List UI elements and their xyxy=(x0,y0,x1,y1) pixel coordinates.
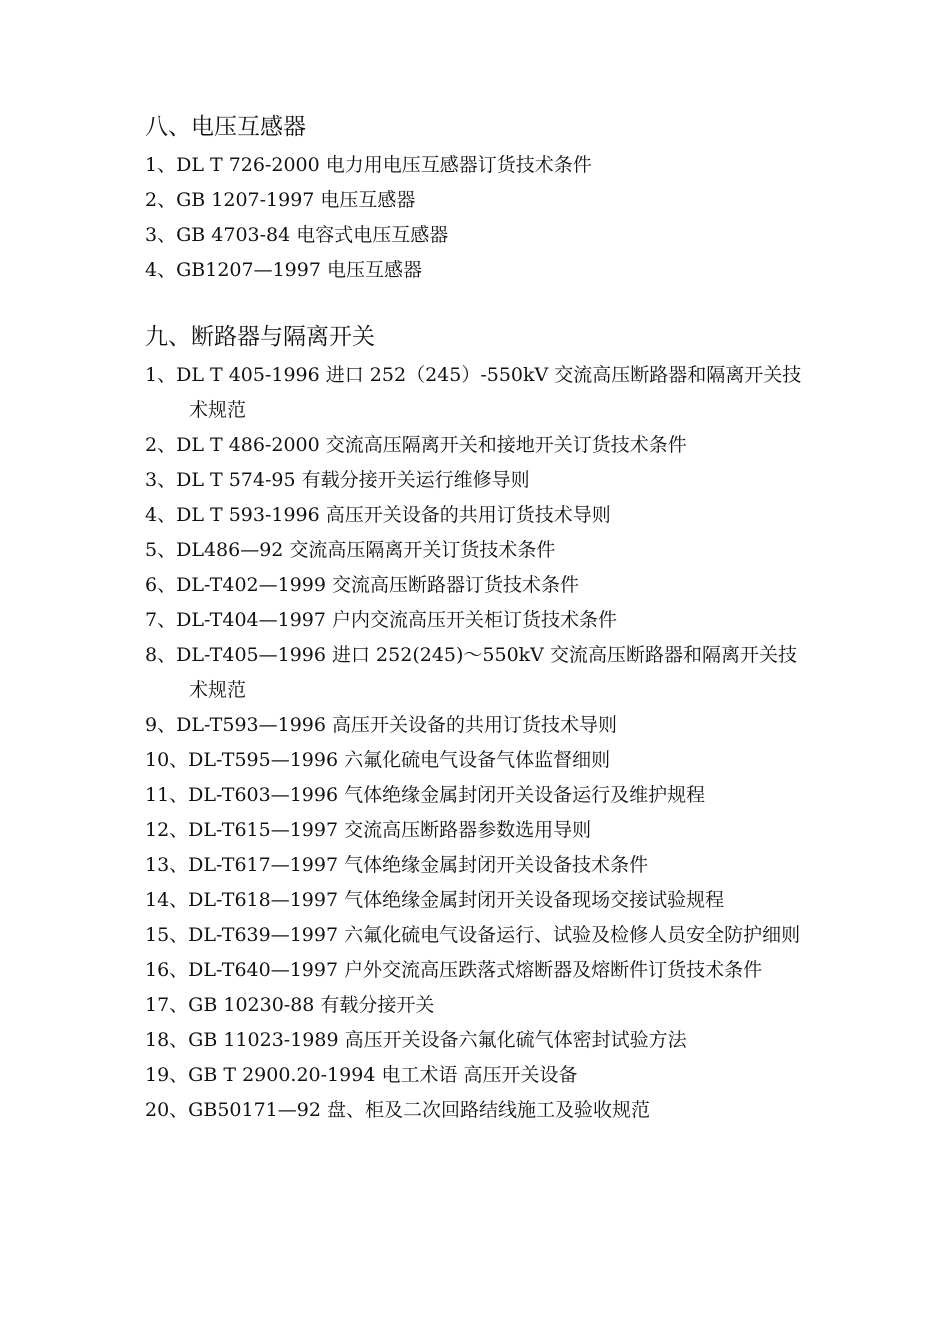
list-item: 2、DL T 486-2000 交流高压隔离开关和接地开关订货技术条件 xyxy=(145,434,687,456)
list-item: 2、GB 1207-1997 电压互感器 xyxy=(145,189,416,211)
list-item: 20、GB50171—92 盘、柜及二次回路结线施工及验收规范 xyxy=(145,1099,650,1121)
list-item: 15、DL-T639—1997 六氟化硫电气设备运行、试验及检修人员安全防护细则 xyxy=(145,924,801,946)
list-item: 6、DL-T402—1999 交流高压断路器订货技术条件 xyxy=(145,574,580,596)
list-item: 14、DL-T618—1997 气体绝缘金属封闭开关设备现场交接试验规程 xyxy=(145,889,725,911)
list-item: 7、DL-T404—1997 户内交流高压开关柜订货技术条件 xyxy=(145,609,618,631)
section-voltage-transformers xyxy=(145,112,815,288)
list-item: 10、DL-T595—1996 六氟化硫电气设备气体监督细则 xyxy=(145,749,611,771)
list-item: 4、DL T 593-1996 高压开关设备的共用订货技术导则 xyxy=(145,504,611,526)
list-item: 3、GB 4703-84 电容式电压互感器 xyxy=(145,224,449,246)
section-heading: 九、断路器与隔离开关 xyxy=(145,324,375,350)
list-item: 16、DL-T640—1997 户外交流高压跌落式熔断器及熔断件订货技术条件 xyxy=(145,959,763,981)
list-item: 9、DL-T593—1996 高压开关设备的共用订货技术导则 xyxy=(145,714,618,736)
list-item: 12、DL-T615—1997 交流高压断路器参数选用导则 xyxy=(145,819,592,841)
list-item: 4、GB1207—1997 电压互感器 xyxy=(145,259,422,281)
list-item: 8、DL-T405—1996 进口 252(245)～550kV 交流高压断路器和隔离开关技术规范 xyxy=(145,644,797,701)
list-item: 17、GB 10230-88 有载分接开关 xyxy=(145,994,435,1016)
list-item: 1、DL T 405-1996 进口 252（245）-550kV 交流高压断路器和隔离开关技术规范 xyxy=(145,364,802,421)
list-item: 19、GB T 2900.20-1994 电工术语 高压开关设备 xyxy=(145,1064,578,1086)
list-item: 18、GB 11023-1989 高压开关设备六氟化硫气体密封试验方法 xyxy=(145,1029,687,1051)
section-breakers-disconnectors xyxy=(145,322,815,1128)
list-item: 1、DL T 726-2000 电力用电压互感器订货技术条件 xyxy=(145,154,592,176)
section-heading: 八、电压互感器 xyxy=(145,114,306,140)
list-item: 3、DL T 574-95 有载分接开关运行维修导则 xyxy=(145,469,530,491)
list-item: 11、DL-T603—1996 气体绝缘金属封闭开关设备运行及维护规程 xyxy=(145,784,706,806)
list-item: 13、DL-T617—1997 气体绝缘金属封闭开关设备技术条件 xyxy=(145,854,649,876)
list-item: 5、DL486—92 交流高压隔离开关订货技术条件 xyxy=(145,539,556,561)
